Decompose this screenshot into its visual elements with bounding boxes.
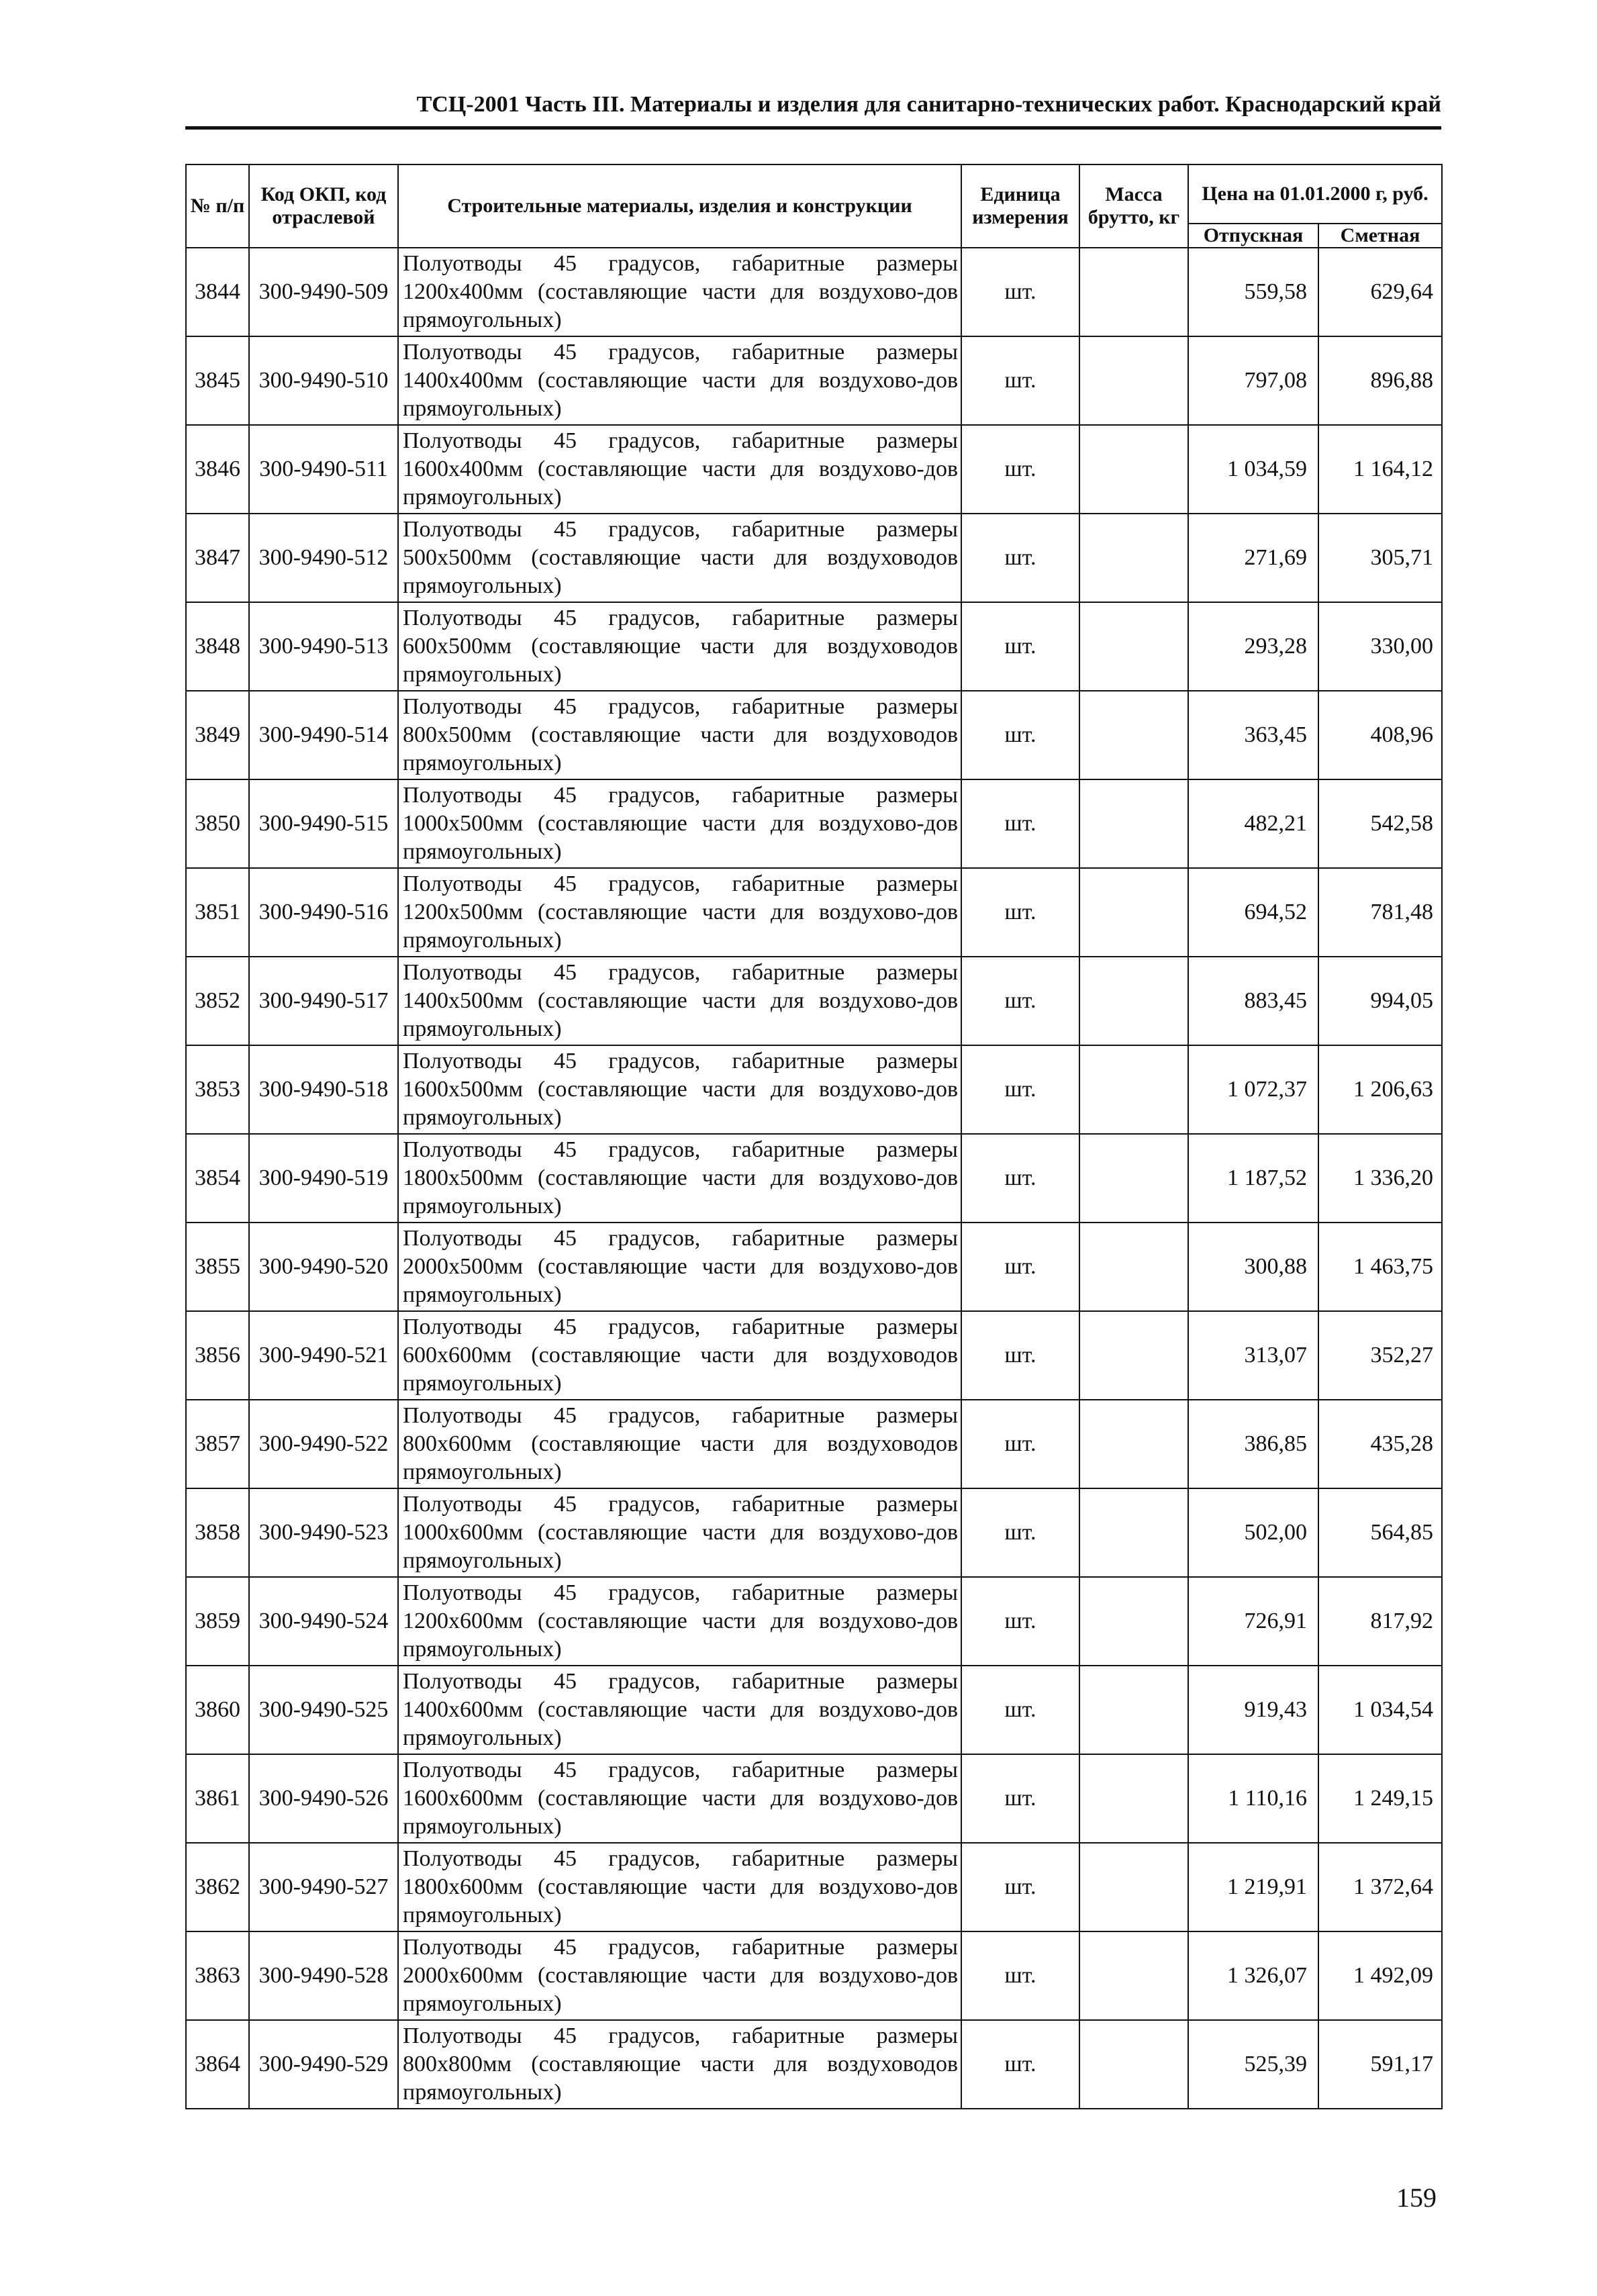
- release-price: 1 034,59: [1188, 425, 1318, 514]
- release-price: 482,21: [1188, 779, 1318, 868]
- material-description: Полуотводы 45 градусов, габаритные размеры 1800х500мм (составляющие части для воздухово-дов прямоугольных): [398, 1134, 961, 1223]
- okp-code: 300-9490-526: [249, 1754, 398, 1843]
- material-description: Полуотводы 45 градусов, габаритные размеры 1400х600мм (составляющие части для воздухово-дов прямоугольных): [398, 1666, 961, 1754]
- gross-mass: [1079, 1666, 1188, 1754]
- unit-of-measure: шт.: [961, 691, 1079, 779]
- material-description: Полуотводы 45 градусов, габаритные размеры 1400х500мм (составляющие части для воздухово-дов прямоугольных): [398, 957, 961, 1045]
- estimate-price: 896,88: [1318, 336, 1442, 425]
- release-price: 883,45: [1188, 957, 1318, 1045]
- unit-of-measure: шт.: [961, 514, 1079, 602]
- gross-mass: [1079, 514, 1188, 602]
- estimate-price: 1 492,09: [1318, 1931, 1442, 2020]
- release-price: 502,00: [1188, 1488, 1318, 1577]
- estimate-price: 408,96: [1318, 691, 1442, 779]
- estimate-price: 305,71: [1318, 514, 1442, 602]
- row-number: 3858: [186, 1488, 249, 1577]
- unit-of-measure: шт.: [961, 1400, 1079, 1488]
- row-number: 3856: [186, 1311, 249, 1400]
- okp-code: 300-9490-527: [249, 1843, 398, 1931]
- gross-mass: [1079, 1488, 1188, 1577]
- unit-of-measure: шт.: [961, 602, 1079, 691]
- unit-of-measure: шт.: [961, 868, 1079, 957]
- release-price: 1 072,37: [1188, 1045, 1318, 1134]
- material-description: Полуотводы 45 градусов, габаритные размеры 1800х600мм (составляющие части для воздухово-дов прямоугольных): [398, 1843, 961, 1931]
- estimate-price: 781,48: [1318, 868, 1442, 957]
- unit-of-measure: шт.: [961, 1045, 1079, 1134]
- okp-code: 300-9490-529: [249, 2020, 398, 2109]
- gross-mass: [1079, 1045, 1188, 1134]
- estimate-price: 591,17: [1318, 2020, 1442, 2109]
- unit-of-measure: шт.: [961, 1488, 1079, 1577]
- okp-code: 300-9490-525: [249, 1666, 398, 1754]
- release-price: 363,45: [1188, 691, 1318, 779]
- estimate-price: 994,05: [1318, 957, 1442, 1045]
- release-price: 1 219,91: [1188, 1843, 1318, 1931]
- gross-mass: [1079, 2020, 1188, 2109]
- okp-code: 300-9490-528: [249, 1931, 398, 2020]
- table-row: [186, 425, 1442, 514]
- okp-code: 300-9490-519: [249, 1134, 398, 1223]
- release-price: 293,28: [1188, 602, 1318, 691]
- material-description: Полуотводы 45 градусов, габаритные размеры 1400х400мм (составляющие части для воздухово-дов прямоугольных): [398, 336, 961, 425]
- okp-code: 300-9490-524: [249, 1577, 398, 1666]
- gross-mass: [1079, 1931, 1188, 2020]
- row-number: 3860: [186, 1666, 249, 1754]
- row-number: 3846: [186, 425, 249, 514]
- table-row: [186, 868, 1442, 957]
- unit-of-measure: шт.: [961, 1843, 1079, 1931]
- unit-of-measure: шт.: [961, 1931, 1079, 2020]
- estimate-price: 542,58: [1318, 779, 1442, 868]
- col-header-num: № п/п: [186, 164, 249, 248]
- estimate-price: 352,27: [1318, 1311, 1442, 1400]
- material-description: Полуотводы 45 градусов, габаритные размеры 600х500мм (составляющие части для воздуховодов прямоугольных): [398, 602, 961, 691]
- gross-mass: [1079, 1223, 1188, 1311]
- table-row: [186, 1843, 1442, 1931]
- row-number: 3848: [186, 602, 249, 691]
- row-number: 3853: [186, 1045, 249, 1134]
- material-description: Полуотводы 45 градусов, габаритные размеры 800х600мм (составляющие части для воздуховодов прямоугольных): [398, 1400, 961, 1488]
- gross-mass: [1079, 779, 1188, 868]
- gross-mass: [1079, 691, 1188, 779]
- unit-of-measure: шт.: [961, 336, 1079, 425]
- table-row: [186, 1223, 1442, 1311]
- unit-of-measure: шт.: [961, 957, 1079, 1045]
- row-number: 3862: [186, 1843, 249, 1931]
- okp-code: 300-9490-518: [249, 1045, 398, 1134]
- material-description: Полуотводы 45 градусов, габаритные размеры 1200х400мм (составляющие части для воздухово-дов прямоугольных): [398, 248, 961, 336]
- row-number: 3850: [186, 779, 249, 868]
- unit-of-measure: шт.: [961, 1311, 1079, 1400]
- running-head: ТСЦ-2001 Часть III. Материалы и изделия для санитарно-технических работ. Краснодарский край: [416, 92, 1441, 117]
- release-price: 525,39: [1188, 2020, 1318, 2109]
- material-description: Полуотводы 45 градусов, габаритные размеры 1600х500мм (составляющие части для воздухово-дов прямоугольных): [398, 1045, 961, 1134]
- release-price: 694,52: [1188, 868, 1318, 957]
- material-description: Полуотводы 45 градусов, габаритные размеры 1600х600мм (составляющие части для воздухово-дов прямоугольных): [398, 1754, 961, 1843]
- table-row: [186, 1931, 1442, 2020]
- table-row: [186, 602, 1442, 691]
- release-price: 559,58: [1188, 248, 1318, 336]
- release-price: 300,88: [1188, 1223, 1318, 1311]
- material-description: Полуотводы 45 градусов, габаритные размеры 2000х600мм (составляющие части для воздухово-дов прямоугольных): [398, 1931, 961, 2020]
- gross-mass: [1079, 602, 1188, 691]
- table-row: [186, 1754, 1442, 1843]
- col-header-code: Код ОКП, код отраслевой: [249, 164, 398, 248]
- row-number: 3859: [186, 1577, 249, 1666]
- release-price: 1 187,52: [1188, 1134, 1318, 1223]
- row-number: 3852: [186, 957, 249, 1045]
- table-row: [186, 1577, 1442, 1666]
- estimate-price: 330,00: [1318, 602, 1442, 691]
- row-number: 3863: [186, 1931, 249, 2020]
- estimate-price: 1 336,20: [1318, 1134, 1442, 1223]
- col-header-price-group: Цена на 01.01.2000 г, руб.: [1188, 164, 1442, 224]
- row-number: 3861: [186, 1754, 249, 1843]
- material-description: Полуотводы 45 градусов, габаритные размеры 1000х500мм (составляющие части для воздухово-дов прямоугольных): [398, 779, 961, 868]
- okp-code: 300-9490-512: [249, 514, 398, 602]
- col-header-desc: Строительные материалы, изделия и конструкции: [398, 164, 961, 248]
- release-price: 271,69: [1188, 514, 1318, 602]
- gross-mass: [1079, 1400, 1188, 1488]
- estimate-price: 435,28: [1318, 1400, 1442, 1488]
- row-number: 3845: [186, 336, 249, 425]
- material-description: Полуотводы 45 градусов, габаритные размеры 500х500мм (составляющие части для воздуховодов прямоугольных): [398, 514, 961, 602]
- okp-code: 300-9490-509: [249, 248, 398, 336]
- estimate-price: 1 206,63: [1318, 1045, 1442, 1134]
- estimate-price: 1 249,15: [1318, 1754, 1442, 1843]
- table-row: [186, 1045, 1442, 1134]
- table-row: [186, 1666, 1442, 1754]
- okp-code: 300-9490-514: [249, 691, 398, 779]
- unit-of-measure: шт.: [961, 779, 1079, 868]
- gross-mass: [1079, 1134, 1188, 1223]
- release-price: 386,85: [1188, 1400, 1318, 1488]
- header-rule: [185, 126, 1441, 130]
- estimate-price: 564,85: [1318, 1488, 1442, 1577]
- gross-mass: [1079, 248, 1188, 336]
- table-row: [186, 336, 1442, 425]
- okp-code: 300-9490-521: [249, 1311, 398, 1400]
- material-description: Полуотводы 45 градусов, габаритные размеры 600х600мм (составляющие части для воздуховодов прямоугольных): [398, 1311, 961, 1400]
- okp-code: 300-9490-515: [249, 779, 398, 868]
- price-table: [185, 164, 1443, 2109]
- table-row: [186, 1400, 1442, 1488]
- row-number: 3851: [186, 868, 249, 957]
- okp-code: 300-9490-520: [249, 1223, 398, 1311]
- table-row: [186, 1311, 1442, 1400]
- okp-code: 300-9490-517: [249, 957, 398, 1045]
- material-description: Полуотводы 45 градусов, габаритные размеры 1000х600мм (составляющие части для воздухово-дов прямоугольных): [398, 1488, 961, 1577]
- unit-of-measure: шт.: [961, 1223, 1079, 1311]
- estimate-price: 1 463,75: [1318, 1223, 1442, 1311]
- estimate-price: 629,64: [1318, 248, 1442, 336]
- release-price: 726,91: [1188, 1577, 1318, 1666]
- row-number: 3864: [186, 2020, 249, 2109]
- table-row: [186, 248, 1442, 336]
- unit-of-measure: шт.: [961, 1666, 1079, 1754]
- gross-mass: [1079, 868, 1188, 957]
- material-description: Полуотводы 45 градусов, габаритные размеры 1200х500мм (составляющие части для воздухово-дов прямоугольных): [398, 868, 961, 957]
- unit-of-measure: шт.: [961, 1577, 1079, 1666]
- okp-code: 300-9490-516: [249, 868, 398, 957]
- gross-mass: [1079, 957, 1188, 1045]
- row-number: 3854: [186, 1134, 249, 1223]
- row-number: 3849: [186, 691, 249, 779]
- unit-of-measure: шт.: [961, 2020, 1079, 2109]
- gross-mass: [1079, 1577, 1188, 1666]
- col-header-unit: Единица измерения: [961, 164, 1079, 248]
- estimate-price: 817,92: [1318, 1577, 1442, 1666]
- estimate-price: 1 164,12: [1318, 425, 1442, 514]
- gross-mass: [1079, 1843, 1188, 1931]
- table-row: [186, 691, 1442, 779]
- material-description: Полуотводы 45 градусов, габаритные размеры 1600х400мм (составляющие части для воздухово-дов прямоугольных): [398, 425, 961, 514]
- unit-of-measure: шт.: [961, 1134, 1079, 1223]
- page-number: 159: [1396, 2183, 1437, 2213]
- table-row: [186, 957, 1442, 1045]
- table-row: [186, 1488, 1442, 1577]
- gross-mass: [1079, 336, 1188, 425]
- table-row: [186, 514, 1442, 602]
- unit-of-measure: шт.: [961, 248, 1079, 336]
- unit-of-measure: шт.: [961, 1754, 1079, 1843]
- okp-code: 300-9490-522: [249, 1400, 398, 1488]
- row-number: 3857: [186, 1400, 249, 1488]
- material-description: Полуотводы 45 градусов, габаритные размеры 800х500мм (составляющие части для воздуховодов прямоугольных): [398, 691, 961, 779]
- row-number: 3844: [186, 248, 249, 336]
- release-price: 1 326,07: [1188, 1931, 1318, 2020]
- release-price: 797,08: [1188, 336, 1318, 425]
- table-row: [186, 779, 1442, 868]
- okp-code: 300-9490-510: [249, 336, 398, 425]
- col-header-mass: Масса брутто, кг: [1079, 164, 1188, 248]
- row-number: 3855: [186, 1223, 249, 1311]
- table-row: [186, 2020, 1442, 2109]
- table-row: [186, 1134, 1442, 1223]
- gross-mass: [1079, 425, 1188, 514]
- gross-mass: [1079, 1754, 1188, 1843]
- row-number: 3847: [186, 514, 249, 602]
- col-header-price-estimate: Сметная: [1318, 224, 1442, 248]
- material-description: Полуотводы 45 градусов, габаритные размеры 2000х500мм (составляющие части для воздухово-дов прямоугольных): [398, 1223, 961, 1311]
- release-price: 313,07: [1188, 1311, 1318, 1400]
- okp-code: 300-9490-511: [249, 425, 398, 514]
- material-description: Полуотводы 45 градусов, габаритные размеры 800х800мм (составляющие части для воздуховодов прямоугольных): [398, 2020, 961, 2109]
- gross-mass: [1079, 1311, 1188, 1400]
- estimate-price: 1 372,64: [1318, 1843, 1442, 1931]
- material-description: Полуотводы 45 градусов, габаритные размеры 1200х600мм (составляющие части для воздухово-дов прямоугольных): [398, 1577, 961, 1666]
- release-price: 919,43: [1188, 1666, 1318, 1754]
- col-header-price-release: Отпускная: [1188, 224, 1318, 248]
- okp-code: 300-9490-513: [249, 602, 398, 691]
- release-price: 1 110,16: [1188, 1754, 1318, 1843]
- estimate-price: 1 034,54: [1318, 1666, 1442, 1754]
- okp-code: 300-9490-523: [249, 1488, 398, 1577]
- table-body: [186, 248, 1442, 2109]
- unit-of-measure: шт.: [961, 425, 1079, 514]
